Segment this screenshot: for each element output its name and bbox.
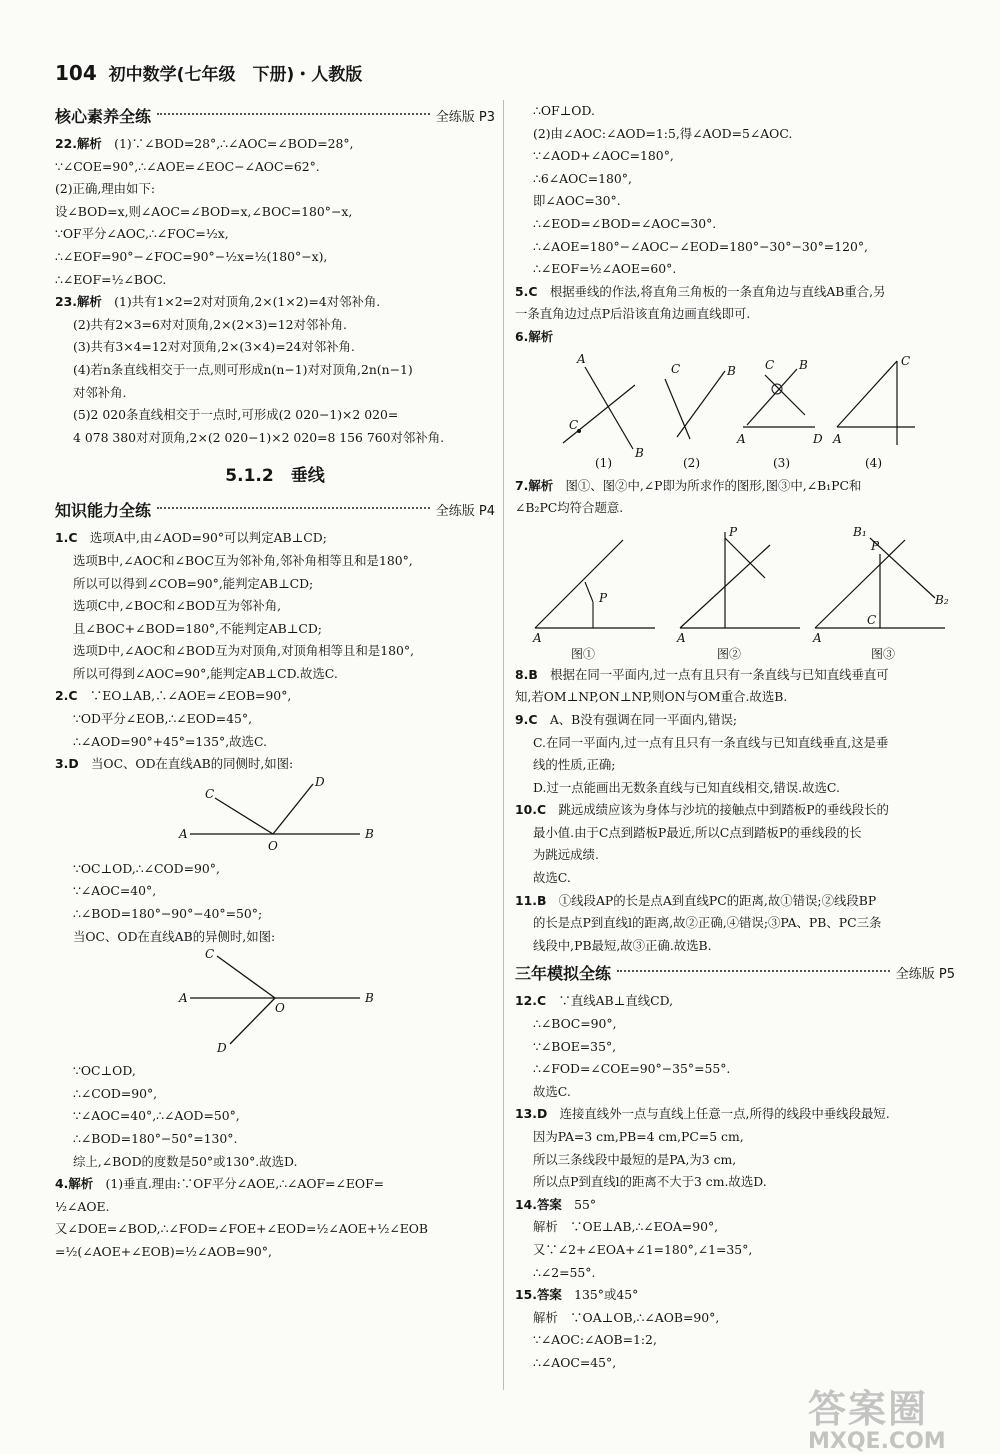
label: B₁ [853,524,867,539]
text-line [55,314,495,337]
text-line [55,573,495,596]
text-line [55,527,495,550]
line-text: ∴∠BOD=180°−90°−40°=50°; [73,906,263,922]
dotted-leader [157,112,430,115]
line-text: (3)共有3×4=12对对顶角,2×(3×4)=24对邻补角. [73,339,355,355]
line-text: 为跳远成绩. [533,847,599,863]
text-line [515,1194,955,1217]
text-line [55,336,495,359]
line-text: ∵OC⊥OD, [73,1063,136,1079]
line-text: 所以三条线段中最短的是PA,为3 cm, [533,1151,737,1167]
text-line [515,1239,955,1262]
text-line [515,1284,955,1307]
label: B₂ [935,592,949,607]
text-line [515,1103,955,1126]
label: A [179,826,188,841]
caption: 图① [571,646,596,660]
text-line [515,1171,955,1194]
column-divider [503,100,504,1390]
line-text: 最小值.由于C点到踏板P最近,所以C点到踏板P的垂线段的长 [533,824,862,840]
text-line [515,190,955,213]
line-text: 当OC、OD在直线AB的同侧时,如图: [91,756,294,772]
line-text: ∵EO⊥AB,∴∠AOE=∠EOB=90°, [89,688,292,704]
line-text: 选项D中,∠AOC和∠BOD互为对顶角,对顶角相等且和是180°, [73,643,415,659]
line-text: 的长是点P到直线l的距离,故②正确,④错误;③PA、PB、PC三条 [533,915,882,931]
question-number: 14.答案 [515,1196,562,1212]
book-title: 初中数学(七年级 下册)・人教版 [108,65,363,85]
text-line [55,731,495,754]
text-line [55,1083,495,1106]
text-line [515,709,955,732]
text-line [515,100,955,123]
text-line [55,640,495,663]
line-text: ∴∠COD=90°, [73,1085,158,1101]
line-text: ∵∠AOC=40°, [73,883,157,899]
text-line [55,178,495,201]
label: C [765,357,775,372]
question-number: 6.解析 [515,328,554,344]
line-text: ∴∠BOD=180°−50°=130°. [73,1131,238,1146]
line-text: (1)∵∠BOD=28°,∴∠AOC=∠BOD=28°, [114,136,354,151]
label: C [205,948,215,962]
line-text: 对邻补角. [73,384,127,400]
label: A [577,351,586,366]
label: B [727,363,736,378]
text-line [515,258,955,281]
caption: 图② [717,646,742,660]
section-header [515,961,955,984]
line-text: 线的性质,正确; [533,757,616,773]
caption: (2) [683,455,700,470]
line-text: 根据垂线的作法,将直角三角板的一条直角边与直线AB重合,另 [549,283,886,299]
label: B [365,826,374,841]
question-number: 13.D [515,1106,548,1122]
line-text: A、B没有强调在同一平面内,错误; [549,711,738,727]
text-line [55,1241,495,1264]
line-text: 因为PA=3 cm,PB=4 cm,PC=5 cm, [533,1129,744,1144]
line-text: ∵∠AOD+∠AOC=180°, [533,148,674,164]
line-text: ∴∠FOD=∠COE=90°−35°=55°. [533,1061,731,1077]
text-line [515,1352,955,1375]
line-text: ∵∠AOC=40°,∴∠AOD=50°, [73,1108,240,1124]
line-text: (5)2 020条直线相交于一点时,可形成(2 020−1)×2 020= [73,407,399,423]
text-line [55,663,495,686]
question-number: 9.C [515,711,538,727]
line-text: ∴∠EOD=∠BOD=∠AOC=30°. [533,215,717,231]
label: B [799,357,808,372]
text-line [55,595,495,618]
text-line [515,475,955,498]
label: C [569,417,579,432]
text-line [55,201,495,224]
question-number: 7.解析 [515,477,554,493]
page-number: 104 [55,61,97,85]
figure [515,520,955,664]
line-text: ∵OC⊥OD,∴∠COD=90°, [73,860,220,876]
text-line [515,1013,955,1036]
line-text: 选项C中,∠BOC和∠BOD互为邻补角, [73,598,282,614]
figure [55,948,495,1060]
label: D [217,1041,227,1056]
subsection-title: 5.1.2 垂线 [225,466,325,487]
text-line [515,799,955,822]
text-line [515,754,955,777]
line-text: 当OC、OD在直线AB的异侧时,如图: [73,928,276,944]
question-number: 1.C [55,530,78,546]
text-line [515,1058,955,1081]
line-text: 根据在同一平面内,过一点有且只有一条直线与已知直线垂直可 [550,666,889,682]
text-line [55,246,495,269]
line-text: ∴∠AOE=180°−∠AOC−∠EOD=180°−30°−30°=120°, [533,238,868,254]
line-text: ∵∠COE=90°,∴∠AOE=∠EOC−∠AOC=62°. [55,158,320,174]
text-line [55,1173,495,1196]
section-header [55,498,495,521]
dotted-leader [617,969,890,972]
text-line [515,990,955,1013]
line-text: ∴∠EOF=½∠AOE=60°. [533,261,677,277]
line-text: 故选C. [533,1083,571,1099]
line-text: 故选C. [533,870,571,886]
line-text: ½∠AOE. [55,1198,110,1214]
figure-7 [515,520,955,660]
right-column [515,100,955,1375]
text-line [515,664,955,687]
line-text: 综上,∠BOD的度数是50°或130°.故选D. [73,1153,298,1169]
question-number: 23.解析 [55,294,102,310]
label: A [813,630,822,645]
label: P [729,524,738,539]
section-ref: 全练版 P3 [435,110,495,125]
caption: (3) [773,455,790,470]
question-number: 5.C [515,283,538,299]
line-text: 一条直角边过点P后沿该直角边画直线即可. [515,306,751,322]
line-text: 所以可得到∠AOC=90°,能判定AB⊥CD.故选C. [73,665,338,681]
watermark: 答案圈 MXQE.COM [808,1387,946,1454]
figure-3b [55,948,495,1056]
label: B [635,445,644,460]
line-text: 知,若OM⊥NP,ON⊥NP,则ON与OM重合.故选B. [515,689,788,705]
text-line [55,753,495,776]
line-text: 选项B中,∠AOC和∠BOC互为邻补角,邻补角相等且和是180°, [73,552,413,568]
question-number: 4.解析 [55,1176,94,1192]
text-line [55,291,495,314]
text-line [515,145,955,168]
text-line [515,1216,955,1239]
label: O [275,1001,285,1016]
figure-3a [55,776,495,854]
line-text: (2)由∠AOC:∠AOD=1:5,得∠AOD=5∠AOC. [533,125,793,141]
text-line [515,1307,955,1330]
text-line [55,708,495,731]
caption: (4) [865,455,882,470]
line-text: 即∠AOC=30°. [533,193,621,209]
line-text: 55° [574,1196,597,1212]
text-line [515,1149,955,1172]
line-text: ∴∠2=55°. [533,1264,596,1280]
label: P [871,538,880,553]
line-text: ∵∠BOE=35°, [533,1038,617,1054]
line-text: 解析 ∵OA⊥OB,∴∠AOB=90°, [533,1309,720,1325]
text-line [55,133,495,156]
text-line [515,732,955,755]
left-column [55,100,495,1264]
line-text: =½(∠AOE+∠EOB)=½∠AOB=90°, [55,1243,272,1259]
label: B [365,991,374,1006]
line-text: 解析 ∵OE⊥AB,∴∠EOA=90°, [533,1219,719,1235]
label: A [533,630,542,645]
line-text: 连接直线外一点与直线上任意一点,所得的线段中垂线段最短. [559,1106,890,1122]
question-number: 10.C [515,802,547,818]
line-text: 跳远成绩应该为身体与沙坑的接触点中到踏板P的垂线段长的 [558,802,889,818]
text-line [55,903,495,926]
label: P [599,590,608,605]
line-text: D.过一点能画出无数条直线与已知直线相交,错误.故选C. [533,779,840,795]
text-line [515,890,955,913]
text-line [515,867,955,890]
text-line [515,777,955,800]
line-text: 选项A中,由∠AOD=90°可以判定AB⊥CD; [89,530,327,546]
text-line [55,685,495,708]
label: D [315,775,325,789]
text-line [55,880,495,903]
text-line [515,497,955,520]
text-line [515,912,955,935]
line-text: C.在同一平面内,过一点有且只有一条直线与已知直线垂直,这是垂 [533,734,889,750]
figure [515,349,955,475]
text-line [515,844,955,867]
text-line [515,1036,955,1059]
text-line [55,858,495,881]
line-text: (1)共有1×2=2对对顶角,2×(1×2)=4对邻补角. [114,294,381,310]
text-line [55,404,495,427]
text-line [55,427,495,450]
label: A [677,630,686,645]
text-line [55,1128,495,1151]
label: C [671,361,681,376]
section-title: 核心素养全练 [55,107,152,126]
line-text: ∵OD平分∠EOB,∴∠EOD=45°, [73,711,253,727]
line-text: ∴∠AOC=45°, [533,1354,617,1370]
line-text: (1)垂直.理由:∵OF平分∠AOE,∴∠AOF=∠EOF= [105,1176,385,1192]
text-line [55,1151,495,1174]
section-ref: 全练版 P5 [895,967,955,983]
text-line [515,1126,955,1149]
line-text: (2)共有2×3=6对对顶角,2×(2×3)=12对邻补角. [73,316,347,332]
question-number: 11.B [515,892,547,908]
line-text: ∴∠EOF=½∠BOC. [55,271,167,287]
caption: (1) [595,455,612,470]
text-line [55,223,495,246]
line-text: ∵直线AB⊥直线CD, [558,993,674,1009]
label: A [833,431,842,446]
line-text: 所以点P到直线l的距离不大于3 cm.故选D. [533,1174,767,1190]
text-line [55,1060,495,1083]
text-line [55,550,495,573]
line-text: (4)若n条直线相交于一点,则可形成n(n−1)对对顶角,2n(n−1) [73,361,413,377]
text-line [55,382,495,405]
text-line [55,1196,495,1219]
caption: 图③ [871,646,896,660]
question-number: 3.D [55,756,79,772]
line-text: ∴∠EOF=90°−∠FOC=90°−½x=½(180°−x), [55,248,328,264]
label: O [268,838,278,853]
line-text: 设∠BOD=x,则∠AOC=∠BOD=x,∠BOC=180°−x, [55,203,353,219]
line-text: 图①、图②中,∠P即为所求作的图形,图③中,∠B₁PC和 [565,477,862,493]
label: C [901,353,911,368]
text-line [55,618,495,641]
question-number: 8.B [515,666,538,682]
text-line [515,123,955,146]
label: C [205,786,215,801]
dotted-leader [157,506,430,509]
text-line [515,236,955,259]
text-line [515,1262,955,1285]
figure [55,776,495,858]
text-line [515,326,955,349]
line-text: ∠B₂PC均符合题意. [515,500,624,516]
line-text: 且∠BOC+∠BOD=180°,不能判定AB⊥CD; [73,620,322,636]
text-line [515,1329,955,1352]
section-title: 三年模拟全练 [515,964,612,984]
line-text: ∴∠AOD=90°+45°=135°,故选C. [73,733,267,749]
line-text: 所以可以得到∠COB=90°,能判定AB⊥CD; [73,575,314,591]
text-line [55,926,495,949]
line-text: ∴∠BOC=90°, [533,1016,617,1032]
text-line [55,1105,495,1128]
text-line [515,686,955,709]
label: D [813,431,823,446]
section-title: 知识能力全练 [55,501,152,521]
question-number: 12.C [515,993,547,1009]
text-line [515,281,955,304]
text-line [515,1081,955,1104]
line-text: 4 078 380对对顶角,2×(2 020−1)×2 020=8 156 760对邻补角. [73,429,445,445]
line-text: 线段中,PB最短,故③正确.故选B. [533,937,712,953]
label: A [179,991,188,1006]
label: C [867,612,877,627]
text-line [515,822,955,845]
line-text: ∴6∠AOC=180°, [533,170,632,186]
text-line [515,935,955,958]
line-text: (2)正确,理由如下: [55,181,156,197]
text-line [515,168,955,191]
text-line [515,303,955,326]
line-text: ∵OF平分∠AOC,∴∠FOC=½x, [55,226,229,242]
figure-6 [515,349,955,471]
text-line [515,213,955,236]
line-text: 又∵∠2+∠EOA+∠1=180°,∠1=35°, [533,1241,753,1257]
text-line [55,1218,495,1241]
section-ref: 全练版 P4 [435,504,495,520]
text-line [55,269,495,292]
question-number: 22.解析 [55,136,102,151]
label: A [737,431,746,446]
text-line [55,156,495,179]
text-line [55,359,495,382]
section-header [55,104,495,127]
line-text: 135°或45° [574,1287,639,1303]
question-number: 2.C [55,688,78,704]
line-text: 又∠DOE=∠BOD,∴∠FOD=∠FOE+∠EOD=½∠AOE+½∠EOB [55,1221,429,1237]
line-text: ①线段AP的长是点A到直线PC的距离,故①错误;②线段BP [558,892,877,908]
line-text: ∴OF⊥OD. [533,103,595,118]
page-header [55,60,362,85]
question-number: 15.答案 [515,1287,562,1303]
line-text: ∵∠AOC:∠AOB=1:2, [533,1332,657,1348]
